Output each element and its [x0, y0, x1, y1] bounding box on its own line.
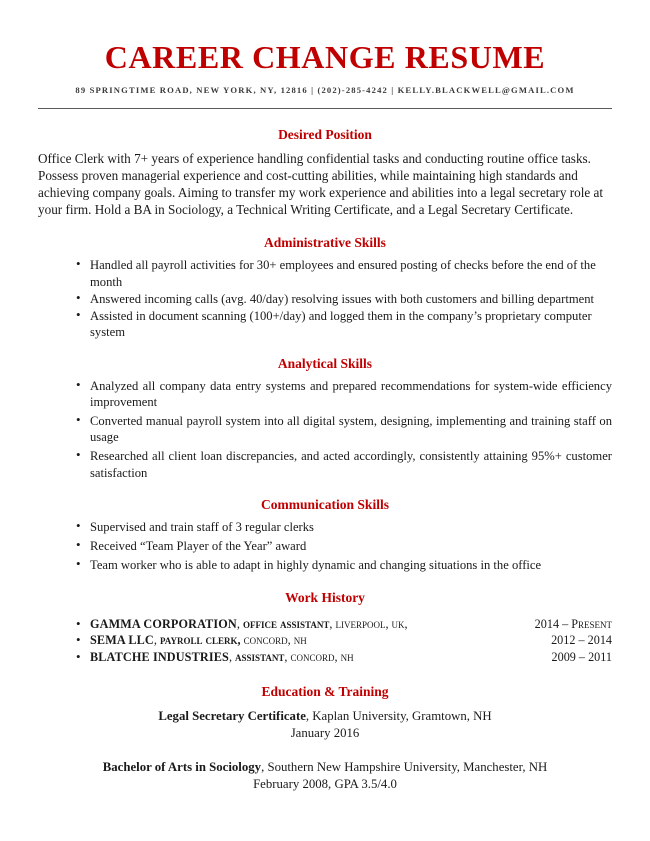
work-separator: ,: [228, 649, 236, 664]
work-entry-details: [90, 632, 539, 648]
work-company: BLATCHE INDUSTRIES: [90, 649, 229, 664]
analytical-skills-list: [38, 378, 612, 481]
education-credential-line: [38, 708, 612, 725]
administrative-skills-list: [38, 257, 612, 340]
section-heading-administrative-skills: Administrative Skills: [264, 235, 386, 251]
work-separator: ,: [236, 616, 243, 631]
section-heading-work-history: Work History: [285, 589, 365, 605]
work-entry-details: [90, 616, 523, 632]
list-item: • Assisted in document scanning (100+/day) and logged them in the company’s proprietary computer system: [76, 308, 612, 340]
list-item: • Analyzed all company data entry systems and prepared recommendations for system-wide efficiency improvement: [76, 378, 612, 410]
list-item: • Handled all payroll activities for 30+ employees and ensured posting of checks before the end of the month: [76, 257, 612, 289]
contact-info: 89 SPRINGTIME ROAD, NEW YORK, NY, 12816 | (202)-285-4242 | KELLY.BLACKWELL@GMAIL.COM: [75, 84, 575, 95]
education-credential-line: [38, 759, 612, 776]
work-dates: 2009 – 2011: [551, 649, 612, 664]
list-item: • Converted manual payroll system into all digital system, designing, implementing and training staff on usage: [76, 413, 612, 445]
work-separator: ,: [153, 633, 160, 648]
work-separator: ,: [329, 616, 336, 631]
work-dates: 2014 – Present: [534, 616, 612, 631]
section-heading-education-training: Education & Training: [261, 684, 389, 700]
work-history-row: [76, 649, 612, 665]
section-heading-desired-position: Desired Position: [278, 126, 372, 142]
summary-paragraph: Office Clerk with 7+ years of experience handling confidential tasks and conducting routine office tasks. Possess proven managerial experience and cost-cutting abilities, while maintaining high standards and achieving company goals. Aiming to transfer my work experience and abilities into a legal secretary role at your firm. Hold a BA in Sociology, a Technical Writing Certificate, and a Legal Secretary Certificate.: [38, 150, 604, 218]
list-item: • Answered incoming calls (avg. 40/day) resolving issues with both customers and billing department: [76, 291, 612, 307]
list-item: • Supervised and train staff of 3 regular clerks: [76, 519, 612, 535]
list-item: • Team worker who is able to adapt in highly dynamic and changing situations in the office: [76, 557, 612, 573]
page-title: CAREER CHANGE RESUME: [104, 39, 546, 75]
education-institution: , Southern New Hampshire University, Manchester, NH: [261, 759, 548, 774]
education-degree: Bachelor of Arts in Sociology: [102, 759, 262, 774]
work-job-title: payroll clerk,: [159, 633, 241, 648]
header-divider: [38, 108, 612, 109]
education-institution: , Kaplan University, Gramtown, NH: [305, 709, 492, 724]
section-heading-analytical-skills: Analytical Skills: [277, 356, 373, 371]
education-date: January 2016: [290, 725, 360, 740]
work-separator: ,: [284, 649, 291, 664]
education-degree: Legal Secretary Certificate: [158, 709, 306, 724]
work-job-title: office assistant: [242, 616, 330, 631]
education-entry: [38, 708, 612, 742]
work-company: GAMMA CORPORATION: [90, 616, 237, 631]
section-heading-communication-skills: Communication Skills: [261, 496, 389, 512]
work-dates: 2012 – 2014: [551, 633, 612, 648]
work-location: liverpool, uk,: [335, 616, 408, 631]
communication-skills-list: [38, 519, 612, 573]
education-date: February 2008, GPA 3.5/4.0: [253, 776, 397, 791]
work-location: concord, nh: [243, 633, 307, 648]
list-item: • Received “Team Player of the Year” award: [76, 538, 612, 554]
work-history-row: [76, 632, 612, 648]
work-job-title: assistant: [235, 649, 285, 664]
education-entry: [38, 759, 612, 793]
work-history-list: [38, 616, 612, 665]
work-company: SEMA LLC: [90, 633, 154, 648]
work-location: concord, nh: [290, 649, 354, 664]
work-entry-details: [90, 649, 540, 665]
work-history-row: [76, 616, 612, 632]
list-item: • Researched all client loan discrepancies, and acted accordingly, consistently attaining 95%+ customer satisfaction: [76, 448, 612, 480]
